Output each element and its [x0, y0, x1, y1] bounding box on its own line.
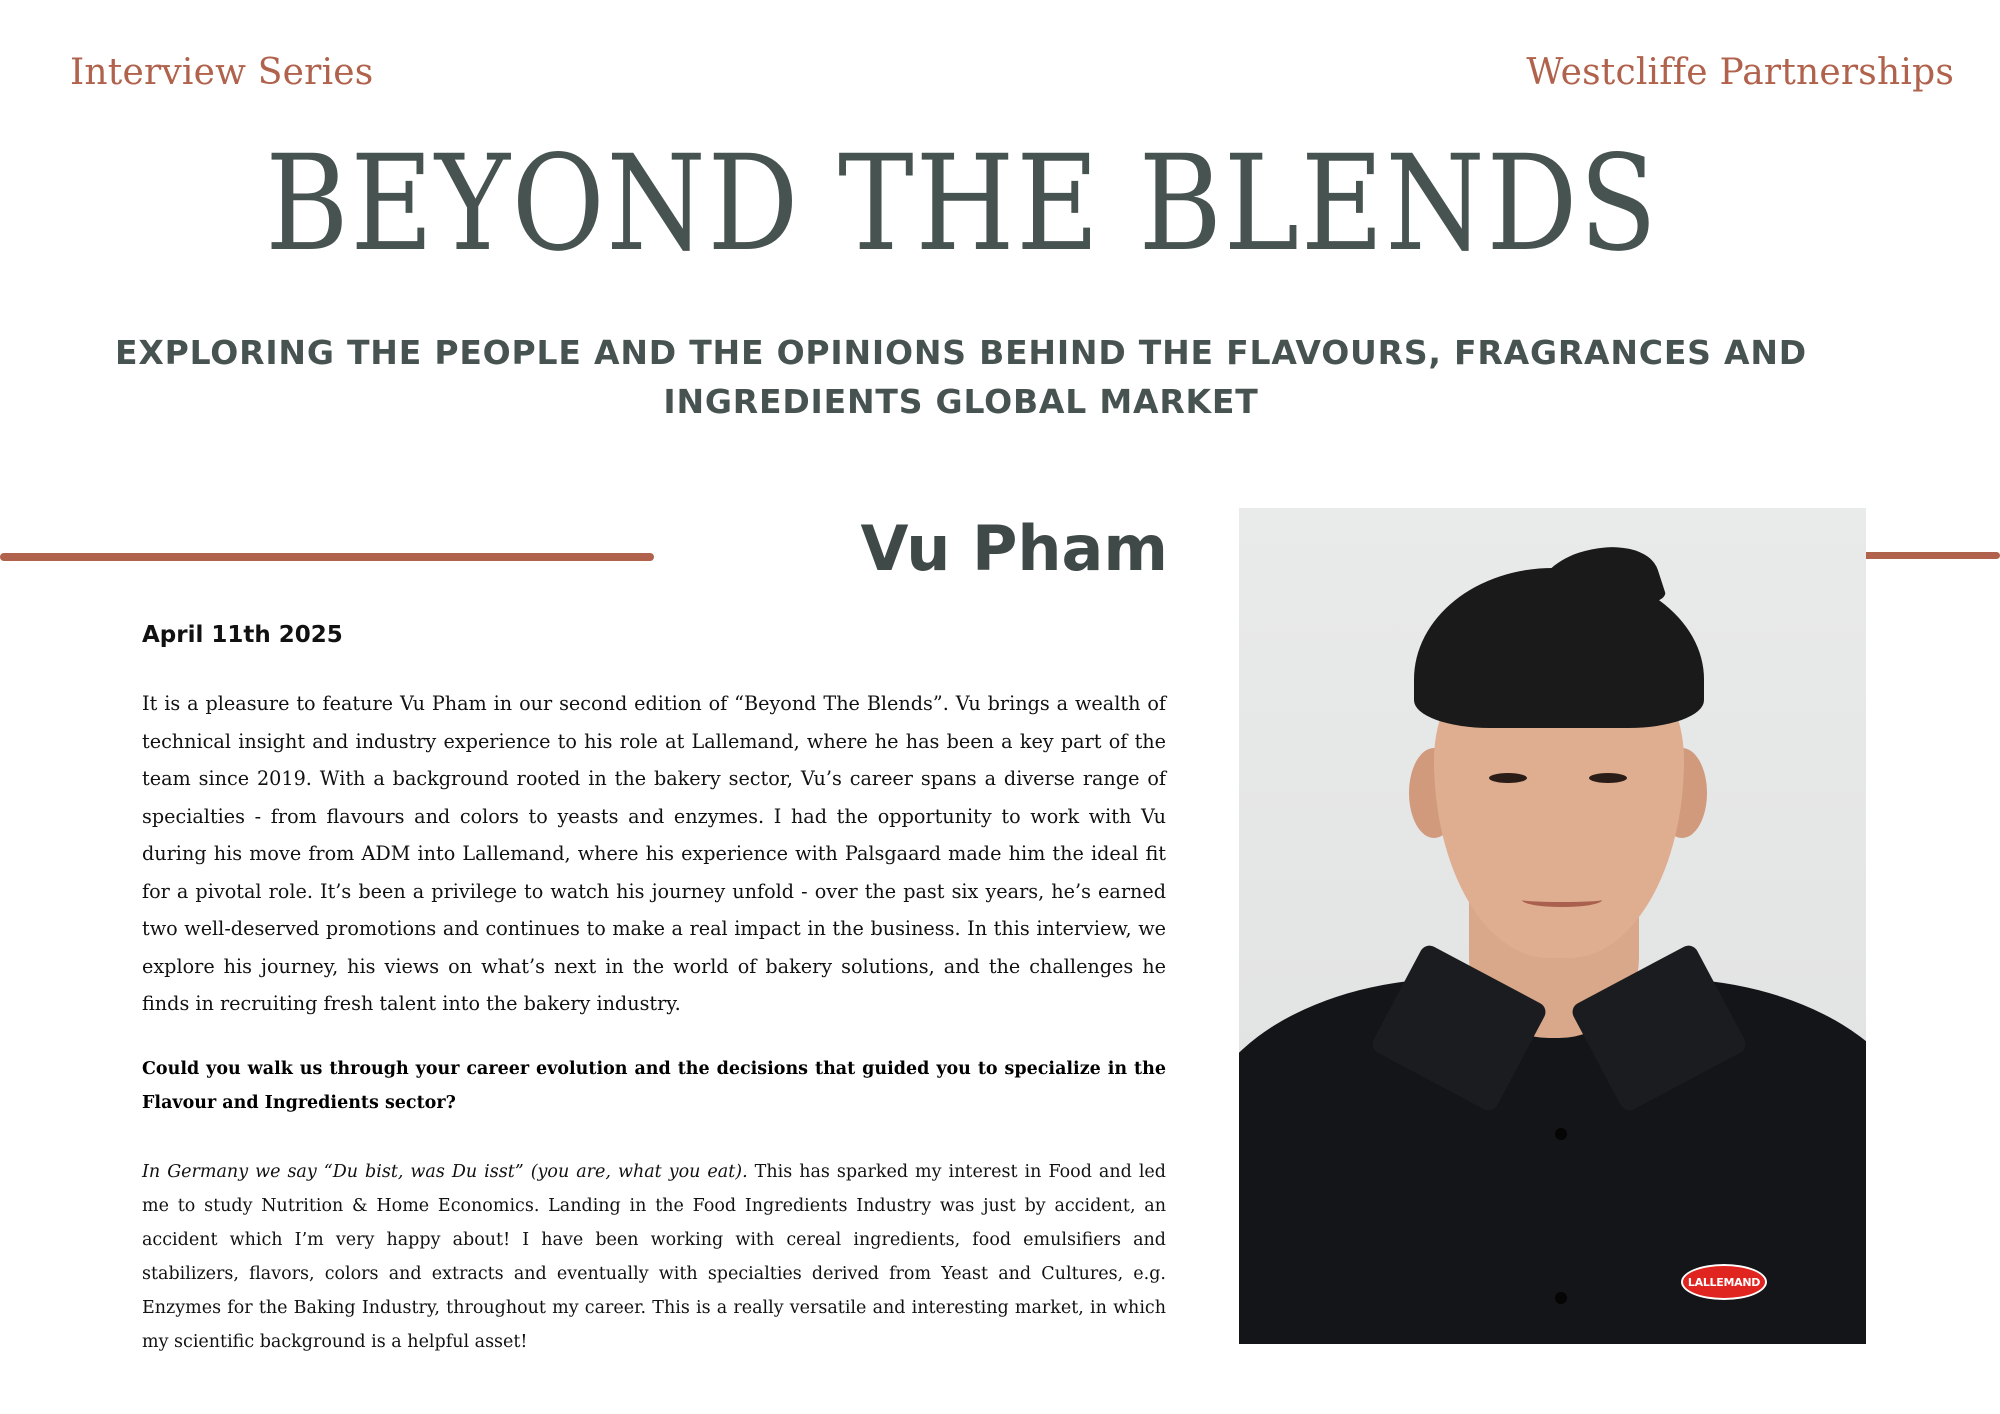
- page-subtitle: EXPLORING THE PEOPLE AND THE OPINIONS BEHIND THE FLAVOURS, FRAGRANCES AND INGREDIENTS GLOBAL MARKET: [115, 333, 1807, 421]
- company-name: Westcliffe Partnerships: [1526, 52, 1954, 93]
- shirt-button: [1555, 1128, 1567, 1140]
- divider-left: [0, 553, 654, 561]
- series-label: Interview Series: [70, 52, 374, 93]
- photo-eye-left: [1489, 773, 1527, 783]
- article-intro: It is a pleasure to feature Vu Pham in our second edition of “Beyond The Blends”. Vu brings a wealth of technical insight and industry experience to his role at Lallemand, where he has been a key part of the team since 2019. With a background rooted in the bakery sector, Vu’s career spans a diverse range of specialties - from flavours and colors to yeasts and enzymes. I had the opportunity to work with Vu during his move from ADM into Lallemand, where his experience with Palsgaard made him the ideal fit for a pivotal role. It’s been a privilege to watch his journey unfold - over the past six years, he’s earned two well-deserved promotions and continues to make a real impact in the business. In this interview, we explore his journey, his views on what’s next in the world of bakery solutions, and the challenges he finds in recruiting fresh talent into the bakery industry.: [142, 692, 1166, 1015]
- interview-answer: [142, 1155, 1166, 1359]
- answer-body: This has sparked my interest in Food and led me to study Nutrition & Home Economics. Landing in the Food Ingredients Industry was just by accident, an accident which I’m very happy about! I have been working with cereal ingredients, food emulsifiers and stabilizers, flavors, colors and extracts and eventually with specialties derived from Yeast and Cultures, e.g. Enzymes for the Baking Industry, throughout my career. This is a really versatile and interesting market, in which my scientific background is a helpful asset!: [142, 1162, 1166, 1352]
- photo-eye-right: [1589, 773, 1627, 783]
- divider-right: [1862, 552, 2000, 559]
- page-title: BEYOND THE BLENDS: [265, 127, 1659, 281]
- interviewee-name: Vu Pham: [860, 512, 1168, 585]
- photo-mouth: [1522, 893, 1602, 907]
- interview-question: Could you walk us through your career evolution and the decisions that guided you to specialize in the Flavour and Ingredients sector?: [142, 1059, 1166, 1113]
- interviewee-photo: [1239, 508, 1866, 1344]
- article-date: April 11th 2025: [142, 622, 343, 648]
- lallemand-logo: LALLEMAND: [1681, 1264, 1767, 1300]
- shirt-button: [1555, 1292, 1567, 1304]
- answer-quote: In Germany we say “Du bist, was Du isst” (you are, what you eat).: [142, 1162, 748, 1182]
